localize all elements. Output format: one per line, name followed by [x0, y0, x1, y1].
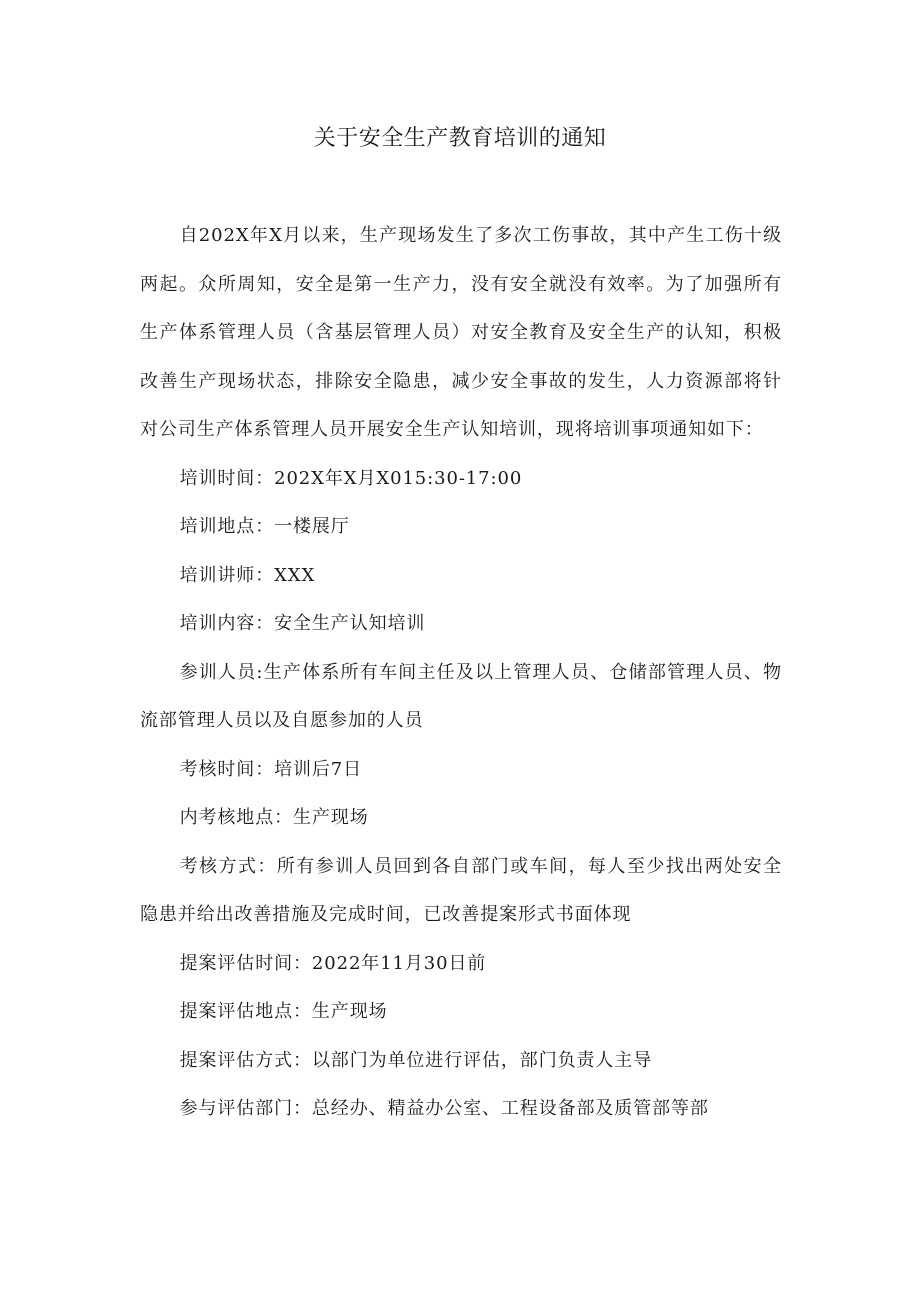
evaluation-departments: 参与评估部门：总经办、精益办公室、工程设备部及质管部等部	[179, 1098, 709, 1119]
assessment-location: 内考核地点：生产现场	[179, 807, 369, 828]
proposal-evaluation-method: 提案评估方式：以部门为单位进行评估，部门负责人主导	[179, 1049, 653, 1071]
proposal-evaluation-location: 提案评估地点：生产现场	[179, 1001, 388, 1022]
document-title: 关于安全生产教育培训的通知	[313, 126, 607, 151]
training-time: 培训时间：202X年X月X015:30-17:00	[179, 467, 523, 489]
assessment-time: 考核时间：培训后7日	[179, 758, 363, 780]
training-location: 培训地点：一楼展厅	[179, 516, 350, 537]
intro-paragraph: 自202X年X月以来，生产现场发生了多次工伤事故，其中产生工伤十级两起。众所周知，安全是第一生产力，没有安全就没有效率。为了加强所有生产体系管理人员（含基层管理人员）对安全教育及安全生产的认知，积极改善生产现场状态，排除安全隐患，减少安全事故的发生，人力资源部将针对公司生产体系管理人员开展安全生产认知培训，现将培训事项通知如下：	[140, 225, 782, 440]
document-body	[140, 212, 782, 1134]
proposal-evaluation-time: 提案评估时间：2022年11月30日前	[179, 952, 487, 974]
training-lecturer: 培训讲师：XXX	[179, 564, 316, 586]
training-content: 培训内容：安全生产认知培训	[179, 613, 426, 634]
training-participants: 参训人员:生产体系所有车间主任及以上管理人员、仓储部管理人员、物流部管理人员以及自愿参加的人员	[140, 661, 782, 731]
assessment-method: 考核方式：所有参训人员回到各自部门或车间，每人至少找出两处安全隐患并给出改善措施及完成时间，已改善提案形式书面体现	[140, 855, 782, 925]
